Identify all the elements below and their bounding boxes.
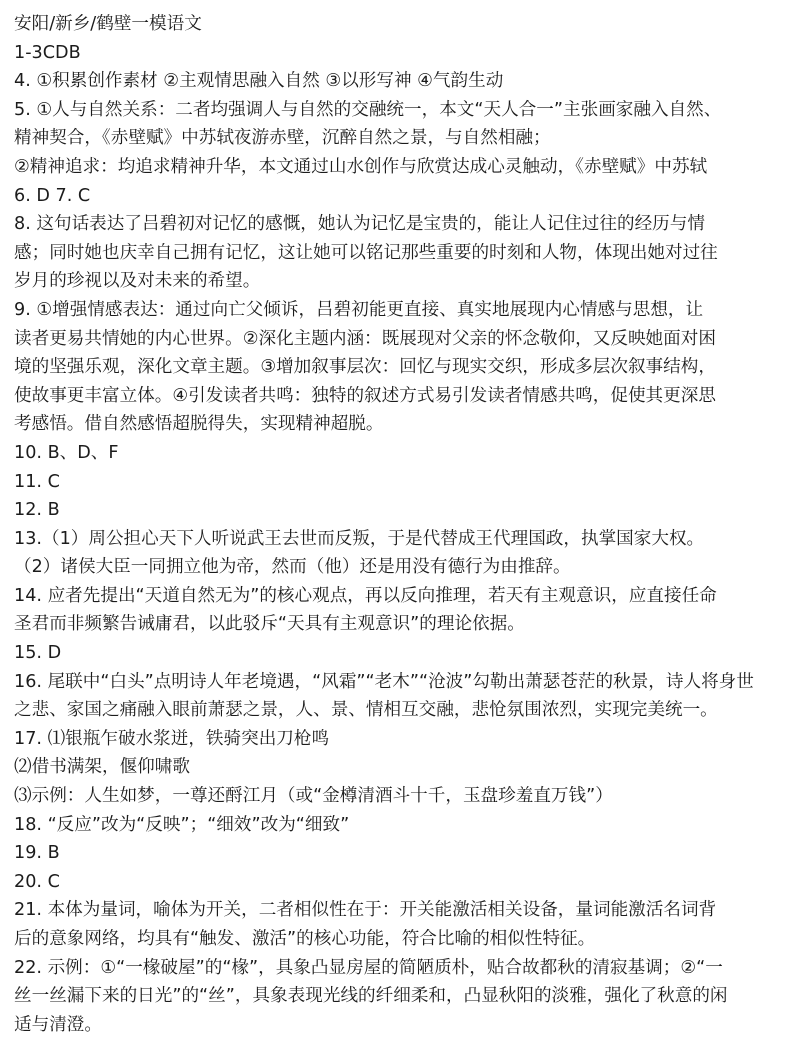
answer-line: 9. ①增强情感表达：通过向亡父倾诉，吕碧初能更直接、真实地展现内心情感与思想，让: [14, 299, 704, 320]
answer-line: 考感悟。借自然感悟超脱得失，实现精神超脱。: [14, 414, 384, 435]
answer-line: 19. B: [14, 843, 60, 864]
answer-document: [14, 10, 802, 1039]
answer-line: 境的坚强乐观，深化文章主题。③增加叙事层次：回忆与现实交织，形成多层次叙事结构，: [14, 357, 716, 378]
answer-line: （2）诸侯大臣一同拥立他为帝，然而（他）还是用没有德行为由推辞。: [14, 557, 571, 578]
answer-line: 13.（1）周公担心天下人听说武王去世而反叛，于是代替成王代理国政，执掌国家大权。: [14, 528, 705, 549]
answer-line: ⑶示例：人生如梦，一尊还酹江月（或“金樽清酒斗十千，玉盘珍羞直万钱”）: [14, 786, 613, 807]
answer-line: 圣君而非频繁告诫庸君，以此驳斥“天具有主观意识”的理论依据。: [14, 614, 525, 635]
answer-line: 11. C: [14, 471, 60, 492]
answer-line: ⑵借书满架，偃仰啸歌: [14, 757, 190, 778]
answer-line: 1-3CDB: [14, 42, 81, 63]
answer-line: 14. 应者先提出“天道自然无为”的核心观点，再以反向推理，若天有主观意识，应直接任命: [14, 585, 717, 606]
answer-line: 16. 尾联中“白头”点明诗人年老境遇，“风霜”“老木”“沧波”勾勒出萧瑟苍茫的秋景，诗人将身世: [14, 671, 754, 692]
answer-line: 15. D: [14, 643, 62, 664]
answer-line: 8. 这句话表达了吕碧初对记忆的感慨，她认为记忆是宝贵的，能让人记住过往的经历与情: [14, 214, 705, 235]
answer-line: 21. 本体为量词，喻体为开关，二者相似性在于：开关能激活相关设备，量词能激活名词背: [14, 900, 717, 921]
answer-line: 之悲、家国之痛融入眼前萧瑟之景，人、景、情相互交融，悲怆氛围浓烈，实现完美统一。: [14, 700, 718, 721]
answer-line: 丝一丝漏下来的日光”的“丝”，具象表现光线的纤细柔和，凸显秋阳的淡雅，强化了秋意的闲: [14, 986, 728, 1007]
answer-line: 适与清澄。: [14, 1014, 102, 1035]
document-title: 安阳/新乡/鹤壁一模语文: [14, 14, 202, 34]
answer-line: 10. B、D、F: [14, 442, 119, 463]
answer-line: 12. B: [14, 500, 60, 521]
answer-line: 20. C: [14, 871, 60, 892]
answer-line: 岁月的珍视以及对未来的希望。: [14, 271, 261, 292]
answer-line: 后的意象网络，均具有“触发、激活”的核心功能，符合比喻的相似性特征。: [14, 929, 596, 949]
answer-line: 读者更易共情她的内心世界。②深化主题内涵：既展现对父亲的怀念敬仰，又反映她面对困: [14, 328, 716, 349]
answer-line: 精神契合，《赤壁赋》中苏轼夜游赤壁，沉醉自然之景，与自然相融；: [14, 128, 551, 149]
answer-line: 感；同时她也庆幸自己拥有记忆，这让她可以铭记那些重要的时刻和人物，体现出她对过往: [14, 242, 718, 263]
answer-line: 使故事更丰富立体。④引发读者共鸣：独特的叙述方式易引发读者情感共鸣，促使其更深思: [14, 385, 716, 406]
answer-line: 4. ①积累创作素材 ②主观情思融入自然 ③以形写神 ④气韵生动: [14, 71, 504, 92]
answer-line: 22. 示例：①“一椽破屋”的“椽”，具象凸显房屋的简陋质朴，贴合故都秋的清寂基调；②“一: [14, 957, 723, 978]
answer-line: 17. ⑴银瓶乍破水浆迸，铁骑突出刀枪鸣: [14, 728, 330, 749]
answer-line: 6. D 7. C: [14, 185, 91, 206]
answer-line: ②精神追求：均追求精神升华，本文通过山水创作与欣赏达成心灵触动，《赤壁赋》中苏轼: [14, 156, 708, 177]
answer-line: 18. “反应”改为“反映”；“细效”改为“细致”: [14, 814, 350, 835]
answer-line: 5. ①人与自然关系：二者均强调人与自然的交融统一，本文“天人合一”主张画家融入自然、: [14, 99, 722, 120]
